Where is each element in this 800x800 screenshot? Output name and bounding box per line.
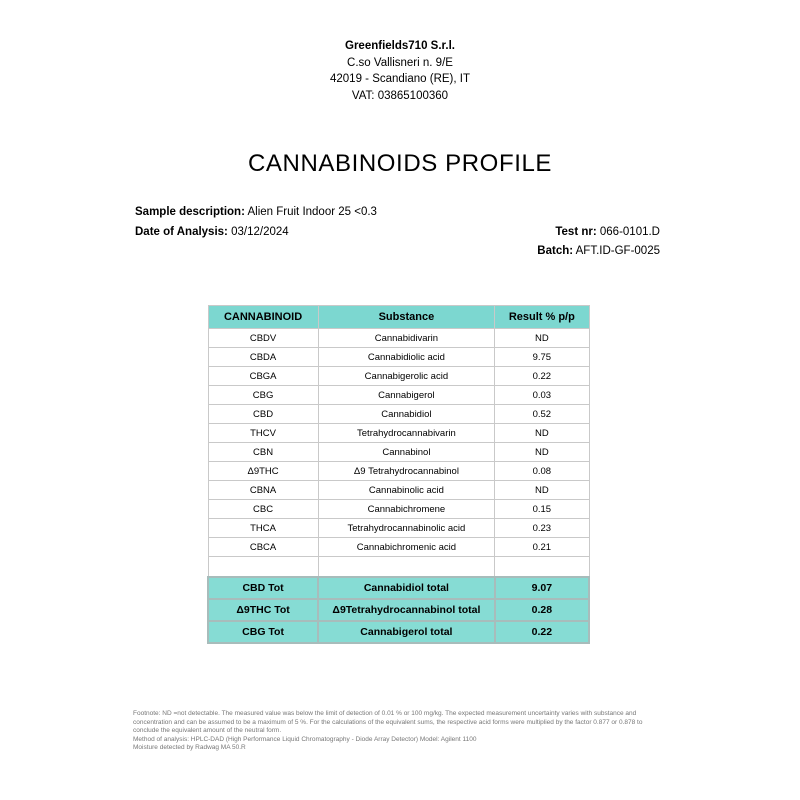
cannabinoid-cell: CBN bbox=[208, 443, 318, 462]
document-title: CANNABINOIDS PROFILE bbox=[247, 150, 553, 177]
result-cell: 9.75 bbox=[495, 348, 589, 367]
table-row bbox=[208, 519, 589, 538]
date-of-analysis-value: 03/12/2024 bbox=[231, 226, 289, 238]
cannabinoid-cell: Δ9THC bbox=[208, 462, 318, 481]
table-row bbox=[208, 424, 589, 443]
column-header-result: Result % p/p bbox=[495, 306, 589, 329]
table-row bbox=[208, 443, 589, 462]
substance-cell: Cannabichromene bbox=[318, 500, 495, 519]
table-row bbox=[208, 367, 589, 386]
substance-cell: Δ9 Tetrahydrocannabinol bbox=[318, 462, 495, 481]
substance-cell: Cannabidivarin bbox=[318, 329, 495, 348]
empty-cell bbox=[208, 557, 318, 578]
substance-cell: Cannabidiol bbox=[318, 405, 495, 424]
cannabinoid-cell: CBDA bbox=[208, 348, 318, 367]
total-result-cell: 0.28 bbox=[495, 599, 589, 621]
sample-description bbox=[135, 206, 377, 218]
substance-cell: Cannabigerol bbox=[318, 386, 495, 405]
batch-number bbox=[537, 245, 660, 257]
table-row bbox=[208, 405, 589, 424]
batch-number-label: Batch: bbox=[537, 245, 574, 257]
company-address-line1: C.so Vallisneri n. 9/E bbox=[347, 56, 453, 69]
table-row bbox=[208, 329, 589, 348]
result-cell: ND bbox=[495, 424, 589, 443]
table-header-row bbox=[208, 306, 589, 329]
company-vat: VAT: 03865100360 bbox=[351, 89, 449, 102]
sample-description-value: Alien Fruit Indoor 25 <0.3 bbox=[247, 206, 377, 218]
substance-cell: Cannabidiolic acid bbox=[318, 348, 495, 367]
test-number-value: 066-0101.D bbox=[599, 226, 660, 238]
footnote bbox=[133, 710, 668, 753]
total-label-cell: CBD Tot bbox=[208, 577, 318, 599]
result-cell: 0.23 bbox=[495, 519, 589, 538]
column-header-substance: Substance bbox=[318, 306, 495, 329]
cannabinoid-cell: CBGA bbox=[208, 367, 318, 386]
substance-cell: Cannabinol bbox=[318, 443, 495, 462]
result-cell: ND bbox=[495, 481, 589, 500]
cannabinoid-cell: CBCA bbox=[208, 538, 318, 557]
result-cell: 0.21 bbox=[495, 538, 589, 557]
footnote-definitions: Footnote: ND =not detectable. The measured value was below the limit of detection of 0.01 % or 100 mg/kg. The expected measurement uncertainty varies with substance and concentration and can be assumed to be a maximum of 5 %. For the calculations of the equivalent sums, the respective acid forms were multiplied by the factor 0.877 or 0.878 to conclude the equivalent amount of the neutral form. bbox=[133, 710, 643, 735]
date-of-analysis-label: Date of Analysis: bbox=[135, 226, 228, 238]
result-cell: 0.08 bbox=[495, 462, 589, 481]
total-substance-cell: Δ9Tetrahydrocannabinol total bbox=[318, 599, 495, 621]
footnote-method: Method of analysis: HPLC-DAD (High Performance Liquid Chromatography - Diode Array Detector) Model: Agilent 1100 bbox=[133, 735, 477, 743]
date-of-analysis bbox=[135, 226, 289, 238]
total-row-cbd bbox=[208, 577, 589, 599]
result-cell: ND bbox=[495, 443, 589, 462]
cannabinoid-results-table bbox=[207, 305, 590, 644]
cannabinoid-cell: THCA bbox=[208, 519, 318, 538]
substance-cell: Tetrahydrocannabinolic acid bbox=[318, 519, 495, 538]
table-row bbox=[208, 462, 589, 481]
total-substance-cell: Cannabidiol total bbox=[318, 577, 495, 599]
substance-cell: Cannabigerolic acid bbox=[318, 367, 495, 386]
cannabinoid-cell: THCV bbox=[208, 424, 318, 443]
table-row bbox=[208, 386, 589, 405]
empty-spacer-row bbox=[208, 557, 589, 578]
empty-cell bbox=[495, 557, 589, 578]
cannabinoid-cell: CBC bbox=[208, 500, 318, 519]
total-row-thc bbox=[208, 599, 589, 621]
total-result-cell: 9.07 bbox=[495, 577, 589, 599]
result-cell: 0.15 bbox=[495, 500, 589, 519]
company-name: Greenfields710 S.r.l. bbox=[345, 40, 455, 52]
result-cell: 0.03 bbox=[495, 386, 589, 405]
result-cell: 0.52 bbox=[495, 405, 589, 424]
company-address-line2: 42019 - Scandiano (RE), IT bbox=[330, 73, 470, 85]
table-row bbox=[208, 500, 589, 519]
substance-cell: Tetrahydrocannabivarin bbox=[318, 424, 495, 443]
table-row bbox=[208, 538, 589, 557]
total-substance-cell: Cannabigerol total bbox=[318, 621, 495, 643]
total-result-cell: 0.22 bbox=[495, 621, 589, 643]
footnote-moisture: Moisture detected by Radwag MA 50.R bbox=[133, 744, 246, 752]
table-row bbox=[208, 481, 589, 500]
empty-cell bbox=[318, 557, 495, 578]
cannabinoid-cell: CBNA bbox=[208, 481, 318, 500]
total-label-cell: Δ9THC Tot bbox=[208, 599, 318, 621]
cannabinoid-cell: CBDV bbox=[208, 329, 318, 348]
result-cell: 0.22 bbox=[495, 367, 589, 386]
substance-cell: Cannabinolic acid bbox=[318, 481, 495, 500]
substance-cell: Cannabichromenic acid bbox=[318, 538, 495, 557]
total-row-cbg bbox=[208, 621, 589, 643]
total-label-cell: CBG Tot bbox=[208, 621, 318, 643]
sample-description-label: Sample description: bbox=[135, 206, 245, 218]
test-number bbox=[555, 226, 660, 238]
company-header bbox=[0, 38, 800, 104]
table-row bbox=[208, 348, 589, 367]
test-number-label: Test nr: bbox=[555, 226, 597, 238]
batch-number-value: AFT.ID-GF-0025 bbox=[575, 245, 660, 257]
result-cell: ND bbox=[495, 329, 589, 348]
cannabinoid-cell: CBD bbox=[208, 405, 318, 424]
cannabinoid-cell: CBG bbox=[208, 386, 318, 405]
column-header-cannabinoid: CANNABINOID bbox=[208, 306, 318, 329]
